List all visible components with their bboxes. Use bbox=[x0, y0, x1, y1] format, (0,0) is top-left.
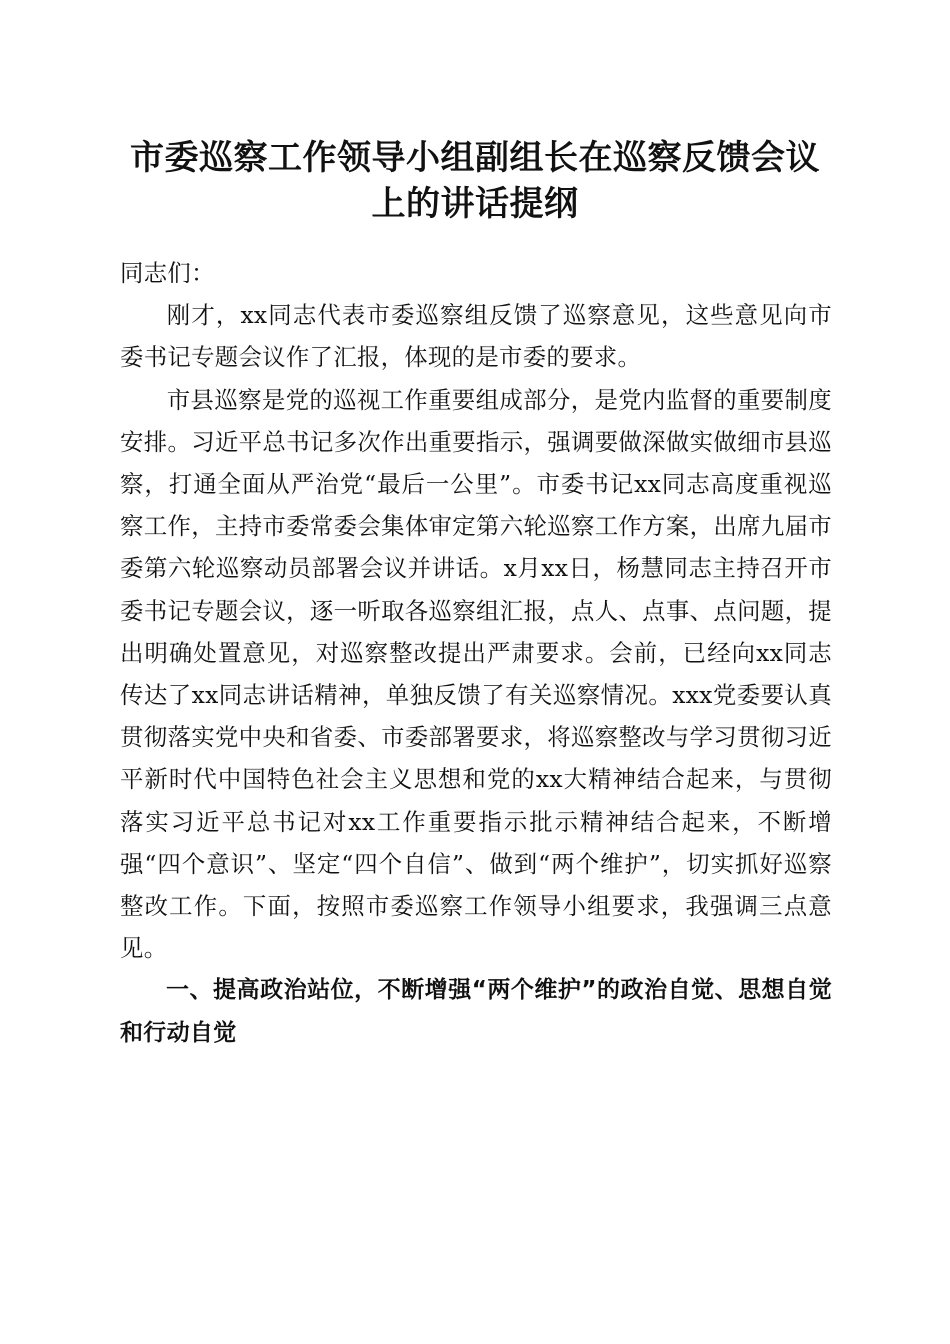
salutation: 同志们： bbox=[120, 259, 215, 287]
title-line-2: 上的讲话提纲 bbox=[371, 184, 579, 224]
paragraph-1: 刚才，xx同志代表市委巡察组反馈了巡察意见，这些意见向市委书记专题会议作了汇报，体现的是市委的要求。 bbox=[120, 301, 832, 372]
section-heading-1: 一、提高政治站位，不断增强“两个维护”的政治自觉、思想自觉和行动自觉 bbox=[120, 977, 832, 1046]
paragraph-2: 市县巡察是党的巡视工作重要组成部分，是党内监督的重要制度安排。习近平总书记多次作出重要指示，强调要做深做实做细市县巡察，打通全面从严治党“最后一公里”。市委书记xx同志高度重视巡察工作，主持市委常委会集体审定第六轮巡察工作方案，出席九届市委第六轮巡察动员部署会议并讲话。x月xx日，杨慧同志主持召开市委书记专题会议，逐一听取各巡察组汇报，点人、点事、点问题，提出明确处置意见，对巡察整改提出严肃要求。会前，已经向xx同志传达了xx同志讲话精神，单独反馈了有关巡察情况。xxx党委要认真贯彻落实党中央和省委、市委部署要求，将巡察整改与学习贯彻习近平新时代中国特色社会主义思想和党的xx大精神结合起来，与贯彻落实习近平总书记对xx工作重要指示批示精神结合起来，不断增强“四个意识”、坚定“四个自信”、做到“两个维护”，切实抓好巡察整改工作。下面，按照市委巡察工作领导小组要求，我强调三点意见。 bbox=[120, 385, 832, 963]
document-body bbox=[120, 252, 832, 1054]
document-title bbox=[100, 135, 850, 227]
title-line-1: 市委巡察工作领导小组副组长在巡察反馈会议 bbox=[130, 138, 820, 178]
